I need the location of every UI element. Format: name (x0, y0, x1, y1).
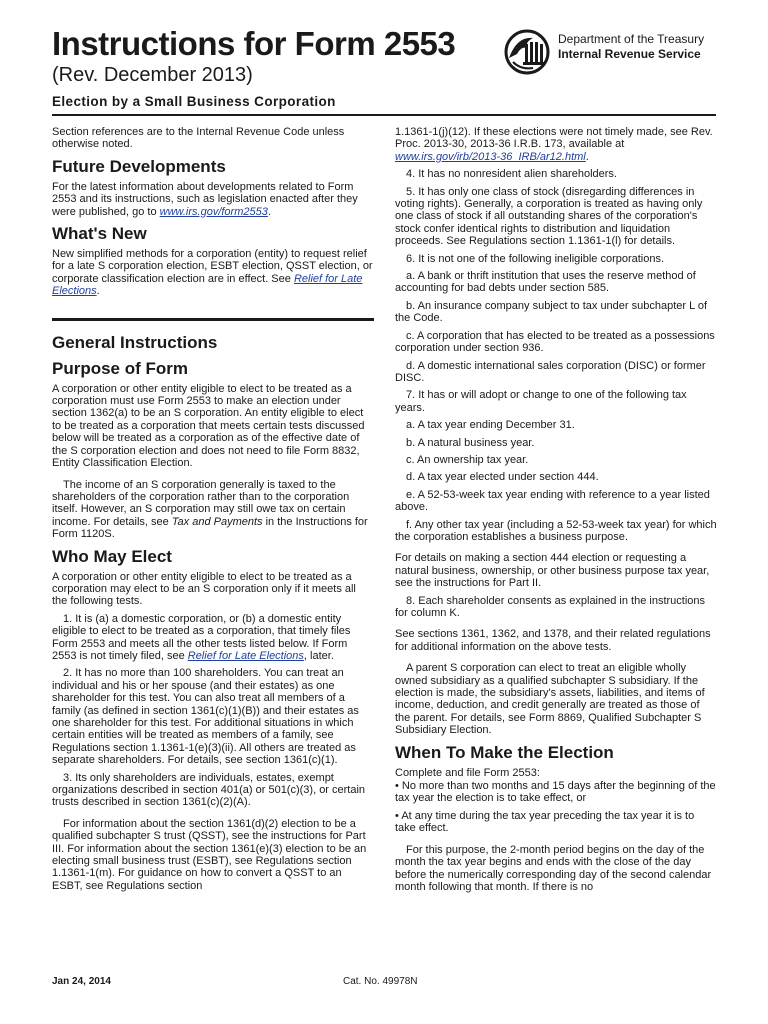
agency-irs: Internal Revenue Service (558, 47, 701, 61)
section-444-paragraph: For details on making a section 444 election or requesting a natural business, ownership, or other business purpose tax year, see the instructions for Part II. (395, 552, 710, 590)
test-item-6d: d. A domestic international sales corporation (DISC) or former DISC. (395, 359, 706, 384)
parent-s-corp-paragraph: A parent S corporation can elect to treat an eligible wholly owned subsidiary as a qualified subchapter S subsidiary. If the election is made, the subsidiary's assets, liabilities, and items of income, deduction, and credit generally are treated as those of the parent. For details, see Form 8869, Qualified Subchapter S Subsidiary Election. (395, 662, 705, 737)
test-item-6b: b. An insurance company subject to tax under subchapter L of the Code. (395, 299, 708, 325)
relief-late-elections-link[interactable]: Relief for Late Elections (52, 272, 363, 298)
who-may-elect-paragraph: A corporation or other entity eligible to elect to be treated as a corporation may elect to be an S corporation only if it meets all the following tests. (52, 570, 356, 608)
future-developments-paragraph: For the latest information about developments related to Form 2553 and its instructions, such as legislation enacted after they were published, go to www.irs.gov/form2553. (52, 180, 358, 218)
test-item-1: 1. It is (a) a domestic corporation, or (b) a domestic entity eligible to elect to be treated as a corporation, that timely files Form 2553 and meets all the other tests listed below. If Form 2553 is not timely filed, see Relief for Late Elections, later. (52, 612, 351, 662)
test-item-7f: f. Any other tax year (including a 52-53-week tax year) for which the corporation establishes a business purpose. (395, 518, 717, 543)
form2553-link[interactable]: www.irs.gov/form2553 (159, 205, 268, 218)
test-item-6c: c. A corporation that has elected to be treated as a possessions corporation under section 936. (395, 329, 715, 355)
test-item-7e: e. A 52-53-week tax year ending with reference to a year listed above. (395, 488, 710, 514)
when-intro: Complete and file Form 2553: (395, 766, 540, 779)
test-item-6: 6. It is not one of the following ineligible corporations. (406, 252, 665, 265)
section-divider (52, 318, 374, 321)
heading-whats-new: What's New (52, 224, 147, 244)
whats-new-paragraph: New simplified methods for a corporation (entity) to request relief for a late S corporation election, ESBT election, QSST election, or corporate classification election are in effect. See Relief for Late Elections. (52, 248, 373, 298)
agency-department: Department of the Treasury (558, 32, 705, 46)
qsst-paragraph: For information about the section 1361(d)(2) election to be a qualified subchapter S trust (QSST), see the instructions for Part III. For information about the section 1361(e)(3) election to be an electing small business trust (ESBT), see Regulations section 1.1361-1(m). For guidance on how to convert a QSST to an ESBT, see Regulations section (52, 817, 367, 892)
revision-date: (Rev. December 2013) (52, 64, 253, 86)
footer-date: Jan 24, 2014 (52, 976, 111, 987)
test-item-7c: c. An ownership tax year. (406, 453, 529, 466)
right-column (395, 126, 717, 898)
relief-late-elections-link-2[interactable]: Relief for Late Elections (187, 649, 304, 662)
test-item-6a: a. A bank or thrift institution that uses the reserve method of accounting for bad debts under section 585. (395, 270, 696, 295)
test-item-5: 5. It has only one class of stock (disregarding differences in voting rights). Generally, a corporation is treated as having only one class of stock if all outstanding shares of the corporation's stock confer identical rights to distribution and liquidation proceeds. See Regulations section 1.1361-1(l) for details. (395, 185, 703, 248)
heading-when-to-make-election: When To Make the Election (395, 742, 614, 762)
purpose-paragraph-1: A corporation or other entity eligible to elect to be treated as a corporation must use Form 2553 to make an election under section 1362(a) to be an S corporation. An entity eligible to elect to be treated as a corporation that meets certain tests discussed below will be treated as a corporation as of the effective date of the S corporation election and does not need to file Form 8832, Entity Classification Election. (52, 382, 365, 470)
purpose-paragraph-2: The income of an S corporation generally is taxed to the shareholders of the corporation rather than to the corporation itself. However, an S corporation may still owe tax on certain income. For details, see Tax and Payments in the Instructions for Form 1120S. (52, 478, 368, 541)
irb-link[interactable]: www.irs.gov/irb/2013-36_IRB/ar12.html (395, 150, 586, 163)
sections-paragraph: See sections 1361, 1362, and 1378, and their related regulations for additional information on the above tests. (395, 628, 711, 653)
continued-paragraph: 1.1361-1(j)(12). If these elections were not timely made, see Rev. Proc. 2013-30, 2013-36 I.R.B. 173, available at www.irs.gov/irb/2013-36_IRB/ar12.html. (395, 126, 713, 163)
irs-eagle-logo-icon (503, 28, 553, 76)
intro-paragraph: Section references are to the Internal Revenue Code unless otherwise noted. (52, 126, 345, 151)
agency-name (558, 32, 704, 62)
bullet-item-1: • No more than two months and 15 days after the beginning of the tax year the election is to take effect, or (395, 780, 716, 805)
test-item-7: 7. It has or will adopt or change to one of the following tax years. (395, 389, 687, 414)
bullet-item-2: • At any time during the tax year preceding the tax year it is to take effect. (395, 809, 695, 835)
footer-catalog-number: Cat. No. 49978N (343, 976, 418, 987)
document-subtitle: Election by a Small Business Corporation (52, 94, 336, 109)
document-title: Instructions for Form 2553 (52, 25, 456, 62)
heading-who-may-elect: Who May Elect (52, 546, 172, 566)
test-item-3: 3. Its only shareholders are individuals, estates, exempt organizations described in section 401(a) or 501(c)(3), or certain trusts described in section 1361(c)(2)(A). (52, 771, 366, 809)
period-paragraph: For this purpose, the 2-month period begins on the day of the month the tax year begins and ends with the close of the day before the numerically corresponding day of the second calendar month following that month. If there is no (395, 843, 712, 893)
header-divider (52, 114, 716, 116)
heading-future-developments: Future Developments (52, 156, 226, 176)
left-column (52, 126, 374, 897)
test-item-8: 8. Each shareholder consents as explained in the instructions for column K. (395, 594, 706, 619)
test-item-2: 2. It has no more than 100 shareholders. You can treat an individual and his or her spouse (and their estates) as one shareholder for this test. You can also treat all members of a family (as defined in section 1361(c)(1)(B)) and their estates as one shareholder for this test. For additional situations in which certain entities will be treated as members of a family, see Regulations section 1.1361-1(e)(3)(ii). All others are treated as separate shareholders. For details, see section 1361(c)(1). (52, 667, 359, 767)
test-item-4: 4. It has no nonresident alien shareholders. (406, 168, 617, 181)
heading-purpose-of-form: Purpose of Form (52, 358, 189, 378)
test-item-7b: b. A natural business year. (406, 436, 535, 449)
heading-general-instructions: General Instructions (52, 332, 218, 352)
test-item-7a: a. A tax year ending December 31. (406, 419, 575, 432)
test-item-7d: d. A tax year elected under section 444. (406, 471, 599, 484)
